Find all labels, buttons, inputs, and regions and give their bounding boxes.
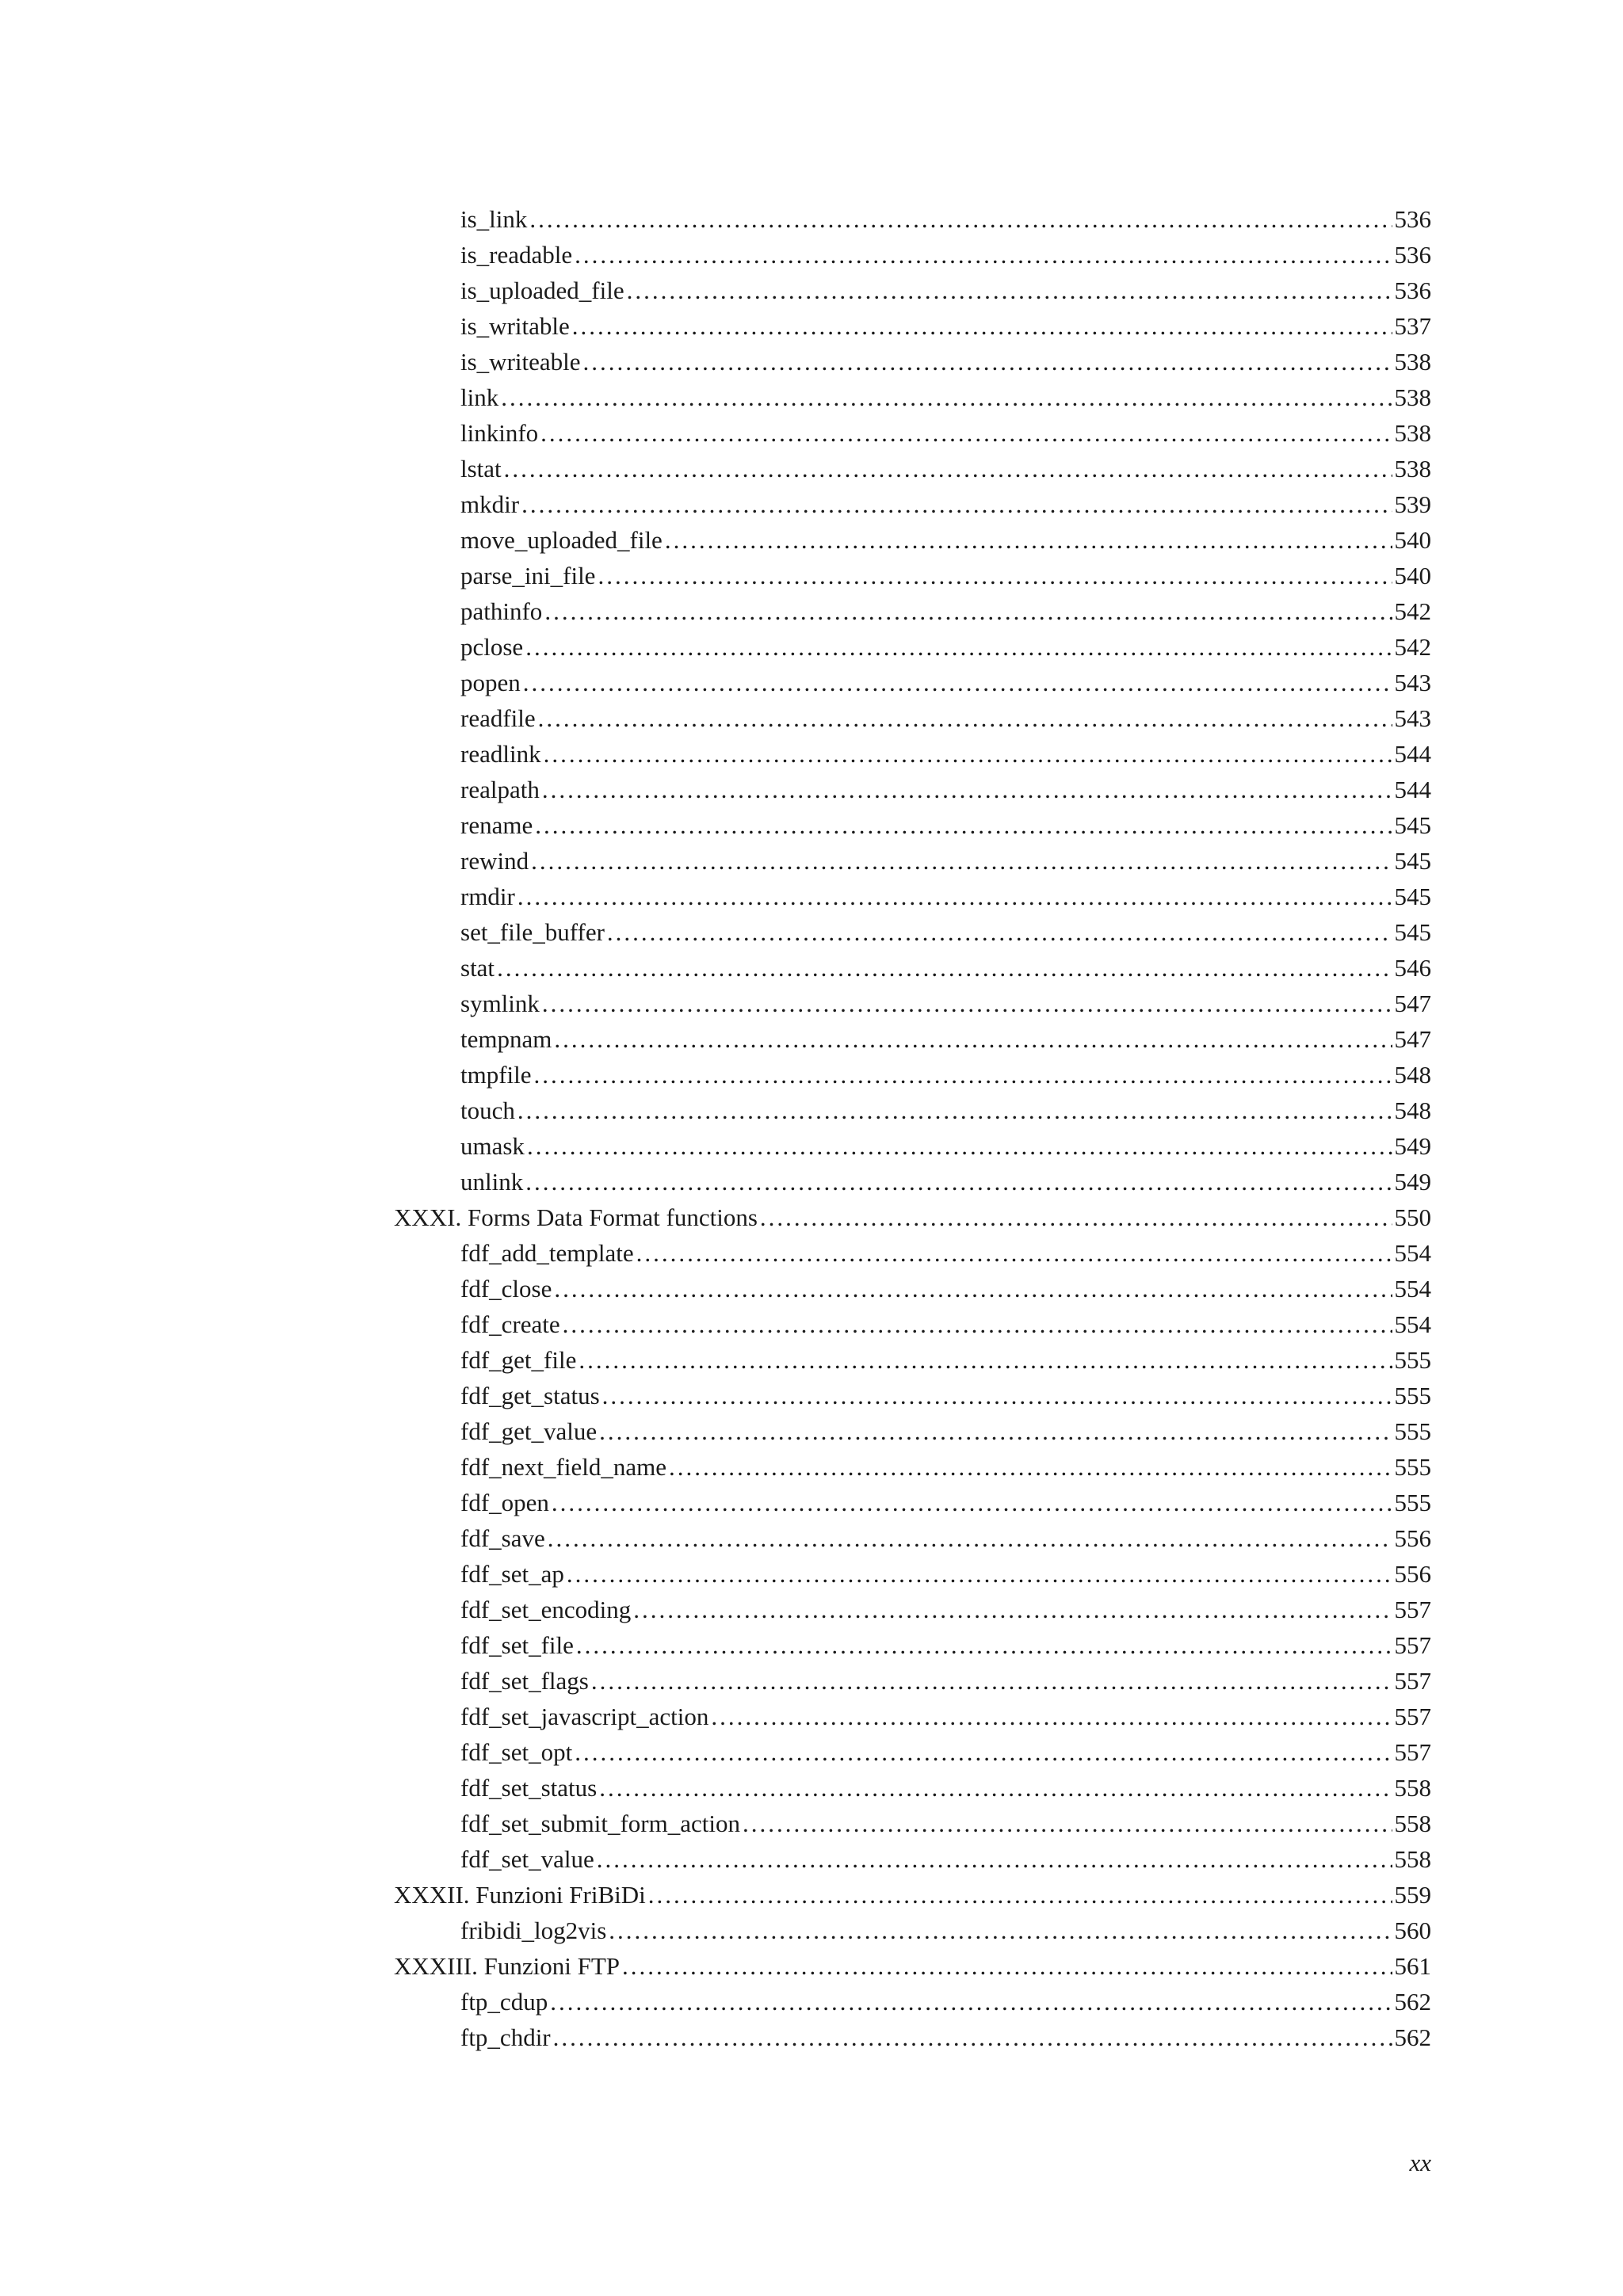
toc-entry-label: link <box>460 383 499 411</box>
toc-entry-page: 562 <box>1394 2023 1431 2051</box>
toc-entry-page: 545 <box>1394 883 1431 910</box>
toc-dot-leader <box>534 1061 1392 1089</box>
toc-dot-leader <box>540 419 1392 448</box>
toc-entry-label: is_link <box>460 205 528 233</box>
toc-entry-label: pclose <box>460 633 524 661</box>
toc-entry-label: rewind <box>460 847 529 875</box>
toc-entry-label: XXXI. Forms Data Format functions <box>394 1203 758 1231</box>
toc-dot-leader <box>575 241 1392 269</box>
toc-entry[interactable] <box>460 198 1431 234</box>
toc-dot-leader <box>521 490 1392 519</box>
toc-entry-page: 560 <box>1394 1917 1431 1944</box>
toc-dot-leader <box>627 277 1392 305</box>
toc-entry[interactable] <box>460 1517 1431 1553</box>
toc-dot-leader <box>501 383 1392 412</box>
toc-entry-label: realpath <box>460 776 540 803</box>
toc-entry-label: fdf_save <box>460 1524 545 1552</box>
toc-entry-label: fdf_close <box>460 1275 552 1302</box>
toc-entry[interactable] <box>460 982 1431 1018</box>
toc-entry-page: 542 <box>1394 633 1431 661</box>
toc-entry-page: 538 <box>1394 383 1431 411</box>
toc-dot-leader <box>563 1310 1392 1339</box>
toc-entry-page: 539 <box>1394 490 1431 518</box>
toc-dot-leader <box>548 1524 1392 1553</box>
toc-entry-page: 557 <box>1394 1703 1431 1730</box>
toc-entry[interactable] <box>460 341 1431 376</box>
toc-entry-page: 556 <box>1394 1524 1431 1552</box>
toc-entry[interactable] <box>460 1909 1431 1945</box>
toc-dot-leader <box>665 526 1392 555</box>
toc-entry-label: is_writeable <box>460 348 581 376</box>
toc-dot-leader <box>497 954 1392 982</box>
toc-dot-leader <box>554 1025 1392 1054</box>
toc-dot-leader <box>597 1845 1392 1874</box>
toc-entry-page: 558 <box>1394 1810 1431 1837</box>
toc-entry-label: pathinfo <box>460 597 543 625</box>
toc-entry-page: 547 <box>1394 1025 1431 1053</box>
toc-entry[interactable] <box>460 305 1431 341</box>
toc-entry[interactable] <box>460 1339 1431 1375</box>
toc-entry-label: parse_ini_file <box>460 562 596 589</box>
toc-dot-leader <box>523 669 1392 697</box>
toc-entry[interactable] <box>460 555 1431 590</box>
toc-entry-page: 540 <box>1394 562 1431 589</box>
toc-dot-leader <box>567 1560 1392 1589</box>
toc-entry-page: 555 <box>1394 1453 1431 1481</box>
toc-entry[interactable] <box>460 1553 1431 1589</box>
toc-dot-leader <box>527 1132 1392 1161</box>
toc-dot-leader <box>544 597 1392 626</box>
toc-entry-label: ftp_cdup <box>460 1988 548 2016</box>
toc-entry-label: tmpfile <box>460 1061 532 1089</box>
toc-entry-page: 544 <box>1394 776 1431 803</box>
toc-entry[interactable] <box>460 1054 1431 1089</box>
toc-entry-page: 554 <box>1394 1275 1431 1302</box>
toc-entry[interactable] <box>460 769 1431 804</box>
toc-dot-leader <box>591 1667 1392 1695</box>
toc-entry-page: 544 <box>1394 740 1431 768</box>
toc-dot-leader <box>542 776 1392 804</box>
toc-dot-leader <box>669 1453 1392 1482</box>
toc-entry-label: fdf_get_file <box>460 1346 577 1374</box>
toc-entry-label: umask <box>460 1132 525 1160</box>
toc-entry-label: fdf_create <box>460 1310 560 1338</box>
toc-dot-leader <box>576 1631 1392 1660</box>
toc-entry-label: tempnam <box>460 1025 552 1053</box>
toc-entry[interactable] <box>460 875 1431 911</box>
toc-entry-page: 546 <box>1394 954 1431 982</box>
toc-entry[interactable] <box>460 1125 1431 1161</box>
toc-entry[interactable] <box>460 519 1431 555</box>
toc-entry[interactable] <box>460 1446 1431 1482</box>
toc-dot-leader <box>579 1346 1392 1375</box>
toc-entry[interactable] <box>460 590 1431 626</box>
toc-entry-label: fdf_set_javascript_action <box>460 1703 709 1730</box>
toc-entry-label: is_writable <box>460 312 570 340</box>
toc-entry-page: 558 <box>1394 1774 1431 1802</box>
toc-entry-label: set_file_buffer <box>460 918 605 946</box>
toc-entry-page: 536 <box>1394 277 1431 304</box>
toc-entry-page: 559 <box>1394 1881 1431 1909</box>
toc-section-entry[interactable] <box>394 1874 1431 1909</box>
toc-entry[interactable] <box>460 1695 1431 1731</box>
toc-entry[interactable] <box>460 733 1431 769</box>
toc-entry-label: readfile <box>460 704 536 732</box>
toc-entry-page: 536 <box>1394 241 1431 269</box>
toc-section-entry[interactable] <box>394 1196 1431 1232</box>
toc-entry[interactable] <box>460 1018 1431 1054</box>
toc-entry[interactable] <box>460 947 1431 982</box>
toc-entry-label: ftp_chdir <box>460 2023 551 2051</box>
toc-entry-page: 557 <box>1394 1596 1431 1623</box>
toc-entry[interactable] <box>460 1731 1431 1767</box>
toc-entry-page: 555 <box>1394 1382 1431 1409</box>
toc-entry-page: 547 <box>1394 990 1431 1017</box>
toc-entry[interactable] <box>460 1303 1431 1339</box>
toc-dot-leader <box>544 740 1392 769</box>
toc-entry[interactable] <box>460 697 1431 733</box>
toc-entry-page: 549 <box>1394 1168 1431 1196</box>
toc-entry-label: fdf_set_submit_form_action <box>460 1810 740 1837</box>
toc-entry-label: fdf_set_file <box>460 1631 574 1659</box>
toc-entry[interactable] <box>460 1981 1431 2016</box>
toc-entry[interactable] <box>460 1410 1431 1446</box>
toc-entry-label: rename <box>460 811 533 839</box>
toc-entry-page: 545 <box>1394 811 1431 839</box>
toc-entry[interactable] <box>460 1660 1431 1695</box>
toc-entry[interactable] <box>460 483 1431 519</box>
toc-entry-label: linkinfo <box>460 419 539 447</box>
toc-dot-leader <box>535 811 1392 840</box>
toc-entry[interactable] <box>460 1767 1431 1802</box>
toc-entry-label: fdf_set_opt <box>460 1738 573 1766</box>
toc-entry-page: 555 <box>1394 1417 1431 1445</box>
toc-entry[interactable] <box>460 1802 1431 1838</box>
toc-entry-label: unlink <box>460 1168 524 1196</box>
toc-entry-page: 558 <box>1394 1845 1431 1873</box>
toc-entry[interactable] <box>460 626 1431 662</box>
toc-entry[interactable] <box>460 1838 1431 1874</box>
toc-entry-page: 556 <box>1394 1560 1431 1588</box>
toc-entry-page: 557 <box>1394 1631 1431 1659</box>
toc-dot-leader <box>583 348 1392 376</box>
toc-entry[interactable] <box>460 412 1431 448</box>
toc-entry-label: fdf_get_status <box>460 1382 600 1409</box>
toc-entry-label: readlink <box>460 740 541 768</box>
toc-entry[interactable] <box>460 1232 1431 1268</box>
toc-dot-leader <box>575 1738 1392 1767</box>
toc-entry[interactable] <box>460 376 1431 412</box>
toc-entry[interactable] <box>460 1268 1431 1303</box>
toc-dot-leader <box>517 883 1392 911</box>
toc-entry-page: 550 <box>1394 1203 1431 1231</box>
toc-entry-page: 554 <box>1394 1239 1431 1267</box>
toc-entry[interactable] <box>460 1589 1431 1624</box>
toc-section-entry[interactable] <box>394 1945 1431 1981</box>
toc-entry-page: 548 <box>1394 1097 1431 1124</box>
toc-entry-page: 543 <box>1394 704 1431 732</box>
toc-entry[interactable] <box>460 1375 1431 1410</box>
toc-entry[interactable] <box>460 662 1431 697</box>
toc-entry-label: rmdir <box>460 883 515 910</box>
toc-entry[interactable] <box>460 1482 1431 1517</box>
toc-entry-label: lstat <box>460 455 502 482</box>
toc-entry-page: 536 <box>1394 205 1431 233</box>
toc-dot-leader <box>599 1417 1392 1446</box>
toc-dot-leader <box>598 562 1392 590</box>
toc-dot-leader <box>607 918 1392 947</box>
toc-entry-label: fdf_set_flags <box>460 1667 589 1695</box>
toc-entry-page: 538 <box>1394 419 1431 447</box>
toc-entry[interactable] <box>460 840 1431 875</box>
toc-entry-page: 545 <box>1394 847 1431 875</box>
toc-entry-label: fdf_add_template <box>460 1239 634 1267</box>
toc-entry-label: is_uploaded_file <box>460 277 624 304</box>
toc-dot-leader <box>550 1988 1392 2016</box>
toc-dot-leader <box>636 1239 1392 1268</box>
toc-entry-page: 537 <box>1394 312 1431 340</box>
toc-entry-page: 542 <box>1394 597 1431 625</box>
toc-dot-leader <box>552 1489 1392 1517</box>
toc-dot-leader <box>711 1703 1392 1731</box>
toc-dot-leader <box>504 455 1392 483</box>
toc-entry-label: fdf_set_encoding <box>460 1596 632 1623</box>
toc-dot-leader <box>609 1917 1392 1945</box>
toc-dot-leader <box>554 1275 1392 1303</box>
toc-entry-page: 538 <box>1394 455 1431 482</box>
toc-entry-page: 543 <box>1394 669 1431 696</box>
toc-entry-page: 549 <box>1394 1132 1431 1160</box>
toc-dot-leader <box>517 1097 1392 1125</box>
toc-entry-label: fdf_set_ap <box>460 1560 564 1588</box>
toc-dot-leader <box>553 2023 1392 2052</box>
toc-entry-label: move_uploaded_file <box>460 526 663 554</box>
toc-dot-leader <box>760 1203 1392 1232</box>
toc-entry-label: fdf_set_value <box>460 1845 594 1873</box>
toc-entry[interactable] <box>460 911 1431 947</box>
toc-entry-label: XXXII. Funzioni FriBiDi <box>394 1881 646 1909</box>
toc-dot-leader <box>529 205 1392 234</box>
toc-dot-leader <box>572 312 1392 341</box>
toc-entry[interactable] <box>460 234 1431 269</box>
toc-entry-page: 561 <box>1394 1952 1431 1980</box>
toc-entry-page: 557 <box>1394 1738 1431 1766</box>
toc-entry-label: fdf_open <box>460 1489 549 1516</box>
toc-entry-page: 562 <box>1394 1988 1431 2016</box>
toc-entry-page: 545 <box>1394 918 1431 946</box>
toc-dot-leader <box>538 704 1392 733</box>
toc-dot-leader <box>622 1952 1392 1981</box>
toc-entry-label: symlink <box>460 990 540 1017</box>
toc-entry-label: touch <box>460 1097 515 1124</box>
toc-entry-page: 555 <box>1394 1346 1431 1374</box>
toc-dot-leader <box>599 1774 1392 1802</box>
toc-entry-page: 557 <box>1394 1667 1431 1695</box>
toc-entry-page: 540 <box>1394 526 1431 554</box>
toc-dot-leader <box>531 847 1392 875</box>
toc-dot-leader <box>602 1382 1392 1410</box>
toc-dot-leader <box>525 1168 1392 1196</box>
toc-entry-label: popen <box>460 669 521 696</box>
toc-dot-leader <box>542 990 1392 1018</box>
toc-entry[interactable] <box>460 804 1431 840</box>
toc-entry[interactable] <box>460 1161 1431 1196</box>
toc-dot-leader <box>633 1596 1392 1624</box>
toc-entry-label: fdf_get_value <box>460 1417 598 1445</box>
toc-entry-label: fdf_set_status <box>460 1774 598 1802</box>
toc-entry-page: 555 <box>1394 1489 1431 1516</box>
toc-entry-page: 548 <box>1394 1061 1431 1089</box>
toc-entry[interactable] <box>460 1089 1431 1125</box>
toc-dot-leader <box>743 1810 1392 1838</box>
toc-dot-leader <box>648 1881 1392 1909</box>
toc-entry-label: mkdir <box>460 490 520 518</box>
toc-entry[interactable] <box>460 269 1431 305</box>
toc-entry[interactable] <box>460 2016 1431 2052</box>
toc-entry-label: fribidi_log2vis <box>460 1917 607 1944</box>
toc-entry[interactable] <box>460 1624 1431 1660</box>
toc-entry-label: fdf_next_field_name <box>460 1453 666 1481</box>
toc-entry[interactable] <box>460 448 1431 483</box>
toc-entry-label: XXXIII. Funzioni FTP <box>394 1952 621 1980</box>
toc-dot-leader <box>525 633 1392 662</box>
toc-entry-page: 538 <box>1394 348 1431 376</box>
toc-entry-page: 554 <box>1394 1310 1431 1338</box>
toc-entry-label: stat <box>460 954 495 982</box>
toc-entry-label: is_readable <box>460 241 573 269</box>
page-number: xx <box>1409 2149 1431 2176</box>
